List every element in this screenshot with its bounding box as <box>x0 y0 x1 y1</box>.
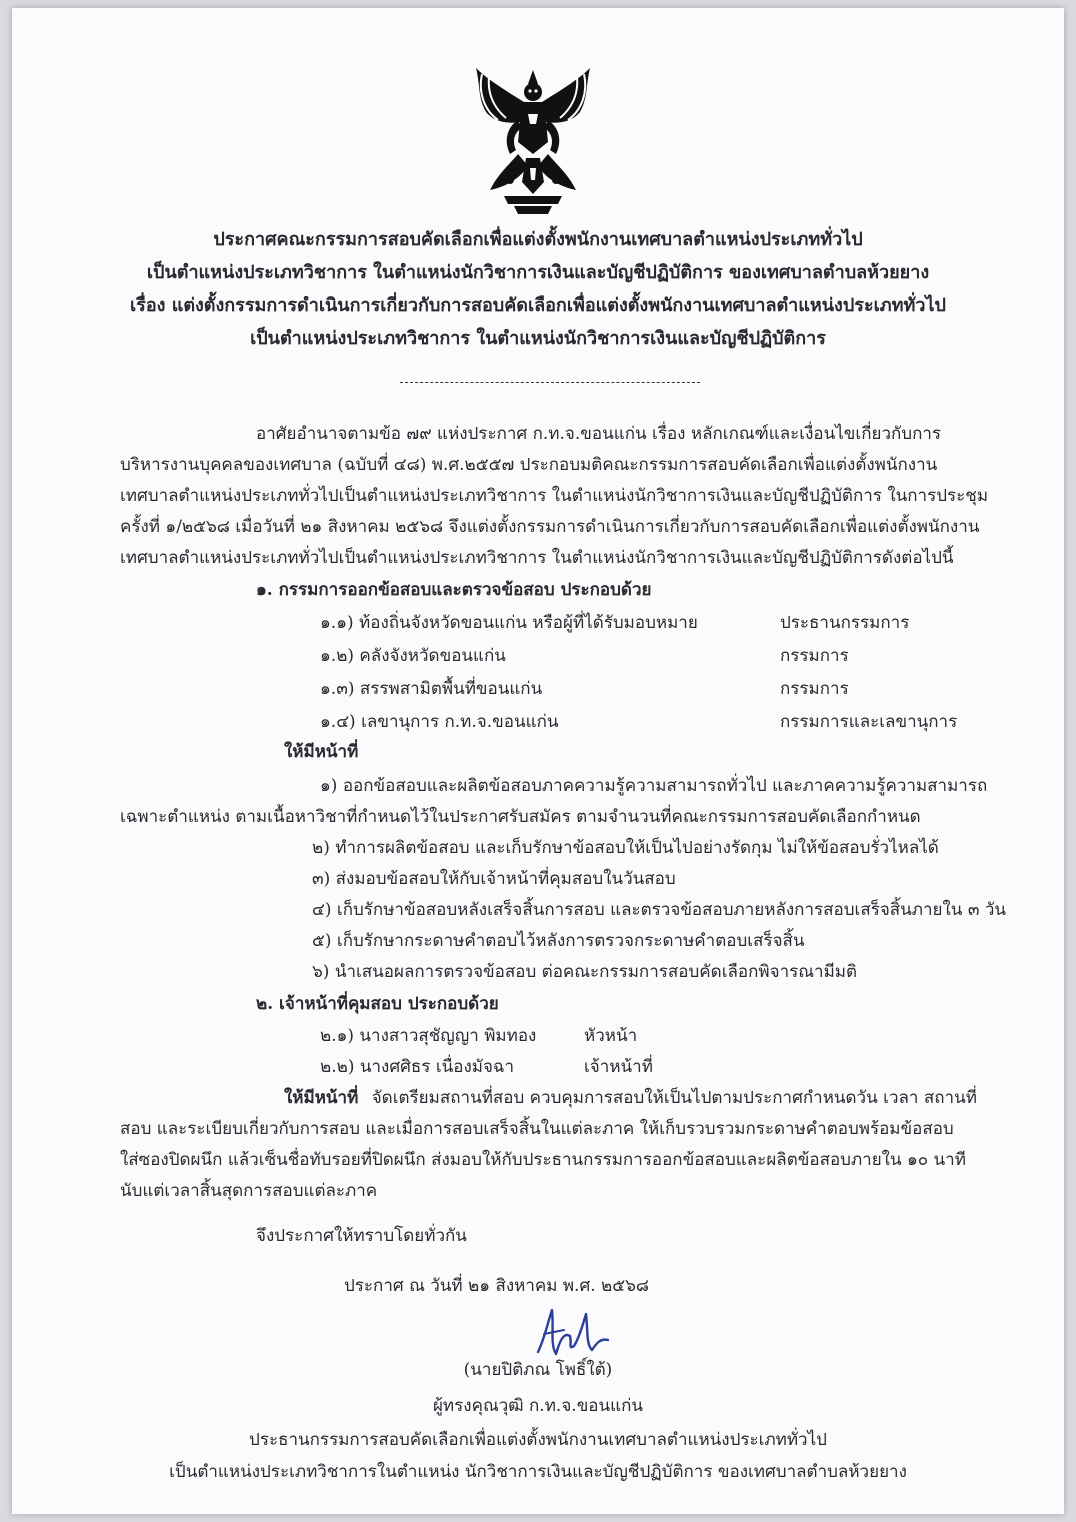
header-title-line-3: เรื่อง แต่งตั้งกรรมการดำเนินการเกี่ยวกับการสอบคัดเลือกเพื่อแต่งตั้งพนักงานเทศบาลตำแหน่งประเภททั่วไป <box>130 295 946 316</box>
section2-duty-heading: ให้มีหน้าที่ <box>284 1088 359 1108</box>
signer-name: (นายปิติภณ โพธิ์ใต้) <box>463 1360 613 1380</box>
section2-duty-line-1: สอบ และระเบียบเกี่ยวกับการสอบ และเมื่อการสอบเสร็จสิ้นในแต่ละภาค ให้เก็บรวบรวมกระดาษคำตอบพร้อมข้อสอบ <box>120 1119 954 1139</box>
section2-member-1-role: หัวหน้า <box>584 1026 638 1046</box>
section1-heading: ๑. กรรมการออกข้อสอบและตรวจข้อสอบ ประกอบด้วย <box>256 580 652 600</box>
section2-duty-first: จัดเตรียมสถานที่สอบ ควบคุมการสอบให้เป็นไปตามประกาศกำหนดวัน เวลา สถานที่ <box>371 1088 977 1108</box>
section1-duty-2: ๒) ทำการผลิตข้อสอบ และเก็บรักษาข้อสอบให้เป็นไปอย่างรัดกุม ไม่ให้ข้อสอบรั่วไหลได้ <box>312 838 939 858</box>
section1-duty-1-cont: เฉพาะตำแหน่ง ตามเนื้อหาวิชาที่กำหนดไว้ในประกาศรับสมัคร ตามจำนวนที่คณะกรรมการสอบคัดเลือกกำหนด <box>120 807 921 827</box>
section1-duty-heading: ให้มีหน้าที่ <box>284 742 359 762</box>
section1-member-3-name: ๑.๓) สรรพสามิตพื้นที่ขอนแก่น <box>320 679 543 699</box>
section2-duty-line-2: ใส่ซองปิดผนึก แล้วเซ็นชื่อทับรอยที่ปิดผนึก ส่งมอบให้กับประธานกรรมการออกข้อสอบและผลิตข้อสอบภายใน ๑๐ นาที <box>120 1150 966 1170</box>
section1-member-4-role: กรรมการและเลขานุการ <box>780 712 958 732</box>
section1-duty-5: ๕) เก็บรักษากระดาษคำตอบไว้หลังการตรวจกระดาษคำตอบเสร็จสิ้น <box>312 931 805 951</box>
intro-line-1: อาศัยอำนาจตามข้อ ๗๙ แห่งประกาศ ก.ท.จ.ขอนแก่น เรื่อง หลักเกณฑ์และเงื่อนไขเกี่ยวกับการ <box>256 424 942 444</box>
handwritten-signature-icon <box>530 1300 614 1364</box>
intro-line-2: บริหารงานบุคคลของเทศบาล (ฉบับที่ ๔๘) พ.ศ.๒๕๕๗ ประกอบมติคณะกรรมการสอบคัดเลือกเพื่อแต่งตั้งพนักงาน <box>120 455 938 475</box>
section2-duty-line-3: นับแต่เวลาสิ้นสุดการสอบแต่ละภาค <box>120 1181 378 1201</box>
section1-member-2-role: กรรมการ <box>780 646 849 666</box>
section2-duty-first-line <box>284 1086 977 1110</box>
garuda-emblem-icon <box>468 62 598 222</box>
section1-member-3-role: กรรมการ <box>780 679 849 699</box>
section1-duty-3: ๓) ส่งมอบข้อสอบให้กับเจ้าหน้าที่คุมสอบในวันสอบ <box>312 869 676 889</box>
section1-member-1-role: ประธานกรรมการ <box>780 613 910 633</box>
closing-text: จึงประกาศให้ทราบโดยทั่วกัน <box>256 1226 467 1246</box>
section1-duty-6: ๖) นำเสนอผลการตรวจข้อสอบ ต่อคณะกรรมการสอบคัดเลือกพิจารณามีมติ <box>312 962 858 982</box>
section2-heading: ๒. เจ้าหน้าที่คุมสอบ ประกอบด้วย <box>256 994 499 1014</box>
intro-line-5: เทศบาลตำแหน่งประเภททั่วไปเป็นตำแหน่งประเภทวิชาการ ในตำแหน่งนักวิชาการเงินและบัญชีปฏิบัติการดังต่อไปนี้ <box>120 548 954 568</box>
header-title-line-2: เป็นตำแหน่งประเภทวิชาการ ในตำแหน่งนักวิชาการเงินและบัญชีปฏิบัติการ ของเทศบาลตำบลห้วยยาง <box>146 262 930 283</box>
section2-member-2-name: ๒.๒) นางศศิธร เนื่องมัจฉา <box>320 1057 515 1077</box>
signer-title-2: ประธานกรรมการสอบคัดเลือกเพื่อแต่งตั้งพนักงานเทศบาลตำแหน่งประเภททั่วไป <box>249 1430 827 1450</box>
section1-member-4-name: ๑.๔) เลขานุการ ก.ท.จ.ขอนแก่น <box>320 712 559 732</box>
section1-duty-4: ๔) เก็บรักษาข้อสอบหลังเสร็จสิ้นการสอบ และตรวจข้อสอบภายหลังการสอบเสร็จสิ้นภายใน ๓ วัน <box>312 900 1007 920</box>
section1-member-2-name: ๑.๒) คลังจังหวัดขอนแก่น <box>320 646 506 666</box>
header-title-line-1: ประกาศคณะกรรมการสอบคัดเลือกเพื่อแต่งตั้งพนักงานเทศบาลตำแหน่งประเภททั่วไป <box>213 229 863 250</box>
intro-line-3: เทศบาลตำแหน่งประเภททั่วไปเป็นตำแหน่งประเภทวิชาการ ในตำแหน่งนักวิชาการเงินและบัญชีปฏิบัติการ ในการประชุม <box>120 486 989 506</box>
section2-member-2-role: เจ้าหน้าที่ <box>584 1057 653 1077</box>
date-line: ประกาศ ณ วันที่ ๒๑ สิงหาคม พ.ศ. ๒๕๖๘ <box>344 1276 650 1296</box>
header-title-line-4: เป็นตำแหน่งประเภทวิชาการ ในตำแหน่งนักวิชาการเงินและบัญชีปฏิบัติการ <box>250 328 826 349</box>
intro-line-4: ครั้งที่ ๑/๒๕๖๘ เมื่อวันที่ ๒๑ สิงหาคม ๒๕๖๘ จึงแต่งตั้งกรรมการดำเนินการเกี่ยวกับการสอบคัดเลือกเพื่อแต่งตั้งพนักงาน <box>120 517 980 537</box>
header-divider <box>400 382 700 383</box>
document-page <box>12 8 1064 1514</box>
section2-member-1-name: ๒.๑) นางสาวสุชัญญา พิมทอง <box>320 1026 537 1046</box>
signer-title-3: เป็นตำแหน่งประเภทวิชาการในตำแหน่ง นักวิชาการเงินและบัญชีปฏิบัติการ ของเทศบาลตำบลห้วยยาง <box>169 1462 907 1482</box>
section1-duty-1: ๑) ออกข้อสอบและผลิตข้อสอบภาคความรู้ความสามารถทั่วไป และภาคความรู้ความสามารถ <box>320 776 988 796</box>
signer-title-1: ผู้ทรงคุณวุฒิ ก.ท.จ.ขอนแก่น <box>432 1396 644 1416</box>
section1-member-1-name: ๑.๑) ท้องถิ่นจังหวัดขอนแก่น หรือผู้ที่ได้รับมอบหมาย <box>320 613 698 633</box>
